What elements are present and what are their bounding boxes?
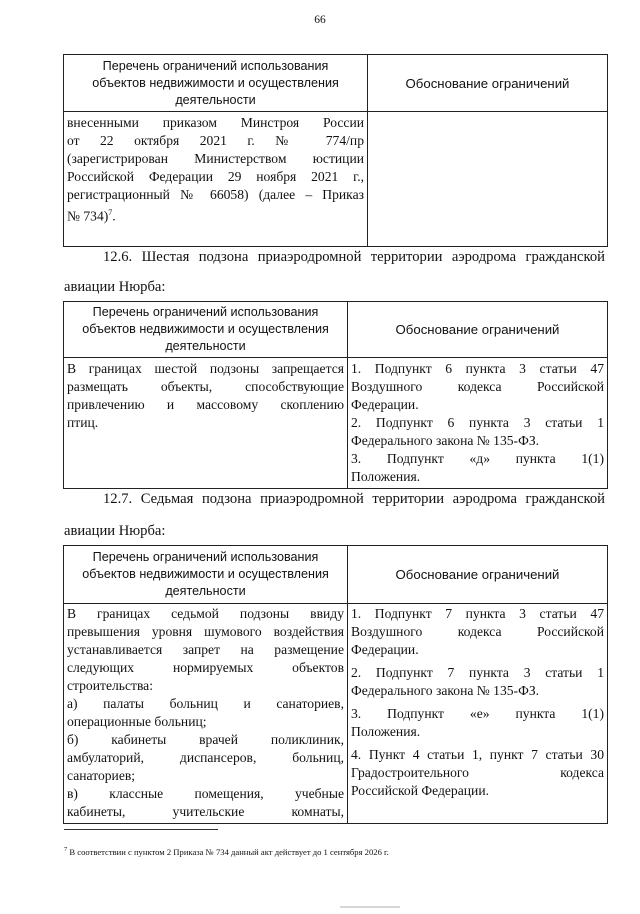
restriction-text-cell: внесенными приказом Минстроя России от 22 октября 2021 г. № 774/пр (зарегистрирован Министерством юстиции Российской Федерации 29 ноября 2021 г., регистрационный № 66058) (далее – Приказ № 734)$^7$. [64,112,368,247]
justification-text-cell: 1. Подпункт 7 пункта 3 статьи 47 Воздушного кодекса Российской Федерации. 2. Подпункт 7 пункта 3 статьи 1 Федерального закона № 135-ФЗ. 3. Подпункт «е» пункта 1(1) Положения. 4. Пункт 4 статьи 1, пункт 7 статьи 30 Градостроительного кодекса Российской Федерации. [348,604,608,824]
column-header-restrictions: Перечень ограничений использования объектов недвижимости и осуществления деятельности [64,302,348,358]
footnote [64,846,389,857]
column-header-justification: Обоснование ограничений [348,302,608,358]
page-number: 66 [314,14,326,26]
footnote-text: В соответствии с пунктом 2 Приказа № 734 данный акт действует до 1 сентября 2026 г. [67,846,389,857]
table-section-12-6 [63,301,608,489]
footnote-ref: 7 [108,208,113,217]
footnote-separator [64,829,218,830]
table-restrictions-continued [63,54,608,247]
table-section-12-7 [63,545,608,824]
column-header-restrictions: Перечень ограничений использования объектов недвижимости и осуществления деятельности [64,546,348,604]
column-header-restrictions: Перечень ограничений использования объектов недвижимости и осуществления деятельности [64,55,368,112]
justification-text-cell: 1. Подпункт 6 пункта 3 статьи 47 Воздушного кодекса Российской Федерации. 2. Подпункт 6 пункта 3 статьи 1 Федерального закона № 135-ФЗ. 3. Подпункт «д» пункта 1(1) Положения. [348,358,608,489]
restriction-text-cell: В границах шестой подзоны запрещается размещать объекты, способствующие привлечению и массовому скоплению птиц. [64,358,348,489]
column-header-justification: Обоснование ограничений [348,546,608,604]
scan-artifact [340,906,400,908]
footnote-mark: 7 [64,846,68,853]
column-header-justification: Обоснование ограничений [368,55,608,112]
justification-empty-cell [368,112,608,247]
restriction-text-cell: В границах седьмой подзоны ввиду превышения уровня шумового воздействия устанавливается запрет на размещение следующих нормируемых объектов строительства: а) палаты больниц и санаториев, операционные больниц; б) кабинеты врачей поликлиник, амбулаторий, диспансеров, больниц, санаториев; в) классные помещения, учебные кабинеты, учительские комнаты, [64,604,348,824]
